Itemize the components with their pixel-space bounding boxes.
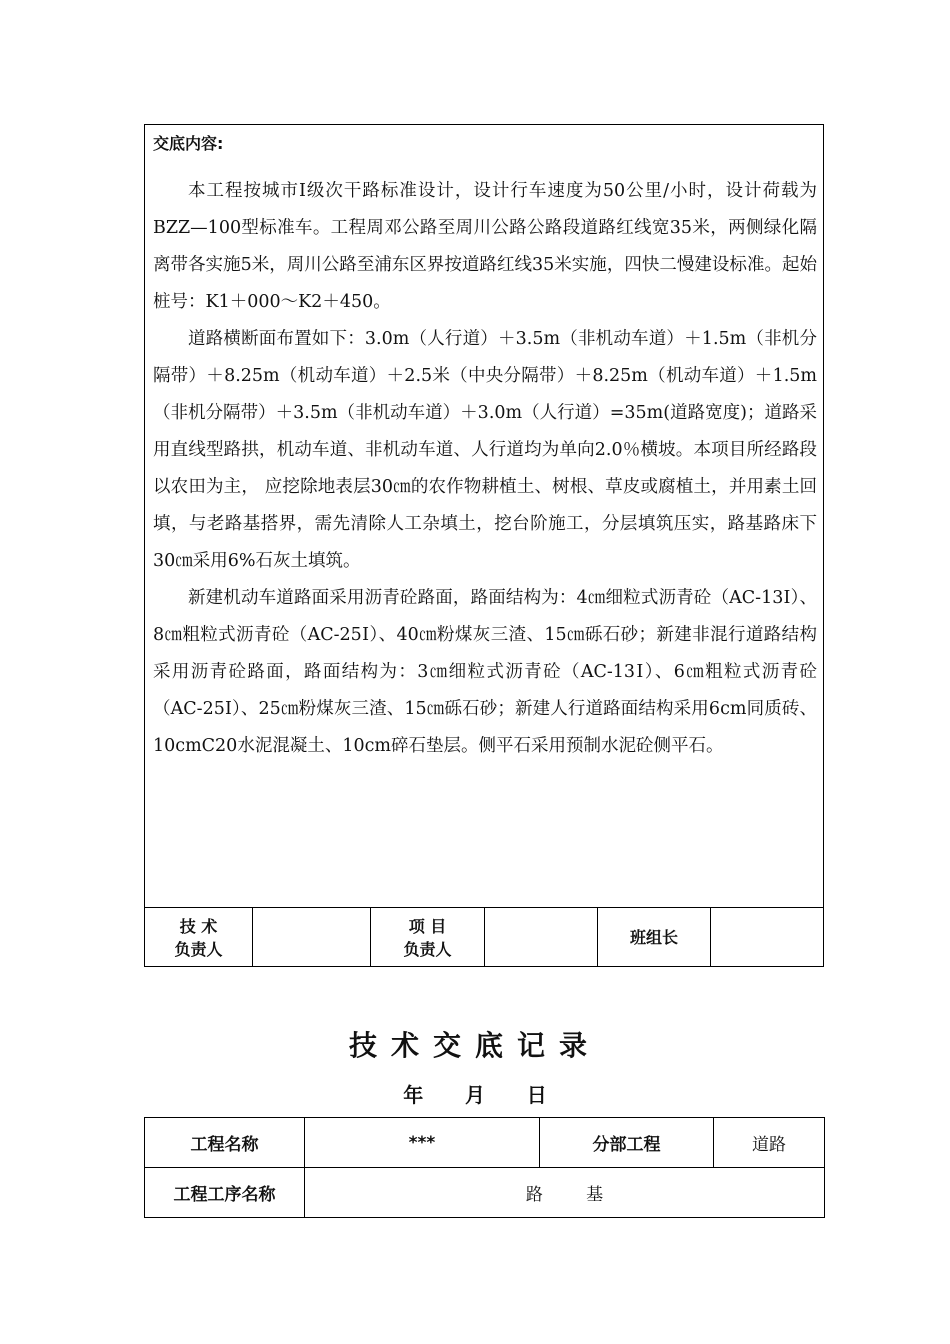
disclosure-content xyxy=(153,173,817,765)
table-row xyxy=(145,1168,825,1218)
table-row xyxy=(145,1118,825,1168)
disclosure-heading: 交底内容: xyxy=(153,134,224,153)
signature-row xyxy=(145,907,823,967)
disclosure-box xyxy=(144,124,824,967)
project-lead-signature-field[interactable] xyxy=(485,908,598,967)
project-lead-label: 项 目 负责人 xyxy=(371,908,485,967)
paragraph-design-standard: 本工程按城市Ⅰ级次干路标准设计，设计行车速度为50公里/小时，设计荷载为BZZ—100型标准车。工程周邓公路至周川公路公路段道路红线宽35米，两侧绿化隔离带各实施5米，周川公路至浦东区界按道路红线35米实施，四快二慢建设标准。起始桩号：K1＋000～K2＋450。 xyxy=(153,181,817,312)
record-title: 技术交底记录 xyxy=(348,1029,601,1062)
paragraph-pavement-structure: 新建机动车道路面采用沥青砼路面，路面结构为：4㎝细粒式沥青砼（AC-13Ⅰ）、8㎝粗粒式沥青砼（AC-25Ⅰ）、40㎝粉煤灰三渣、15㎝砾石砂；新建非混行道路结构采用沥青砼路面，路面结构为：3㎝细粒式沥青砼（AC-13Ⅰ）、6㎝粗粒式沥青砼（AC-25Ⅰ）、25㎝粉煤灰三渣、15㎝砾石砂；新建人行道路面结构采用6cm同质砖、10cmC20水泥混凝土、10cm碎石垫层。侧平石采用预制水泥砼侧平石。 xyxy=(153,588,817,756)
record-date-line: 年 月 日 xyxy=(403,1083,547,1107)
team-leader-label: 班组长 xyxy=(598,908,711,967)
sub-project-value: 道路 xyxy=(714,1118,825,1168)
paragraph-cross-section: 道路横断面布置如下：3.0m（人行道）＋3.5m（非机动车道）＋1.5m（非机分隔带）＋8.25m（机动车道）＋2.5米（中央分隔带）＋8.25m（机动车道）＋1.5m（非机分隔带）＋3.5m（非机动车道）＋3.0m（人行道）=35m(道路宽度)；道路采用直线型路拱，机动车道、非机动车道、人行道均为单向2.0％横坡。本项目所经路段以农田为主， 应挖除地表层30㎝的农作物耕植土、树根、草皮或腐植土，并用素土回填，与老路基搭界，需先清除人工杂填土，挖台阶施工，分层填筑压实，路基路床下30㎝采用6%石灰土填筑。 xyxy=(153,329,817,571)
sub-project-label: 分部工程 xyxy=(540,1118,714,1168)
project-name-label: 工程名称 xyxy=(145,1118,305,1168)
tech-lead-signature-field[interactable] xyxy=(253,908,371,967)
project-name-value: *** xyxy=(305,1118,540,1168)
tech-lead-label: 技 术 负责人 xyxy=(145,908,253,967)
process-name-label: 工程工序名称 xyxy=(145,1168,305,1218)
team-leader-signature-field[interactable] xyxy=(711,908,823,967)
record-info-table xyxy=(144,1117,825,1218)
process-name-value: 路 基 xyxy=(305,1168,825,1218)
